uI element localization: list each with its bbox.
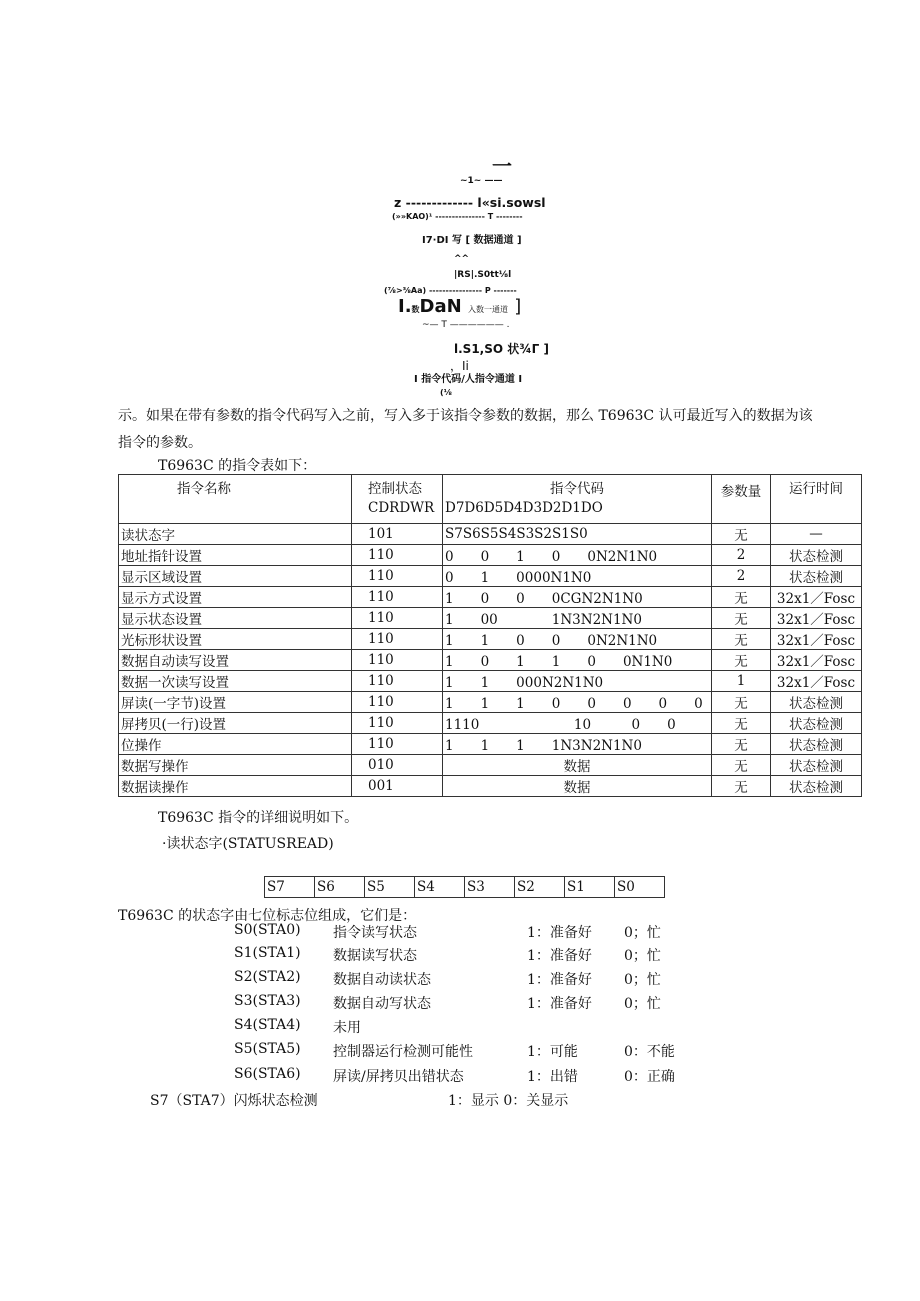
header-code-label: 指令代码 <box>550 481 604 497</box>
flag-value-1: 1：准备好 <box>527 996 592 1012</box>
table-row <box>119 671 862 692</box>
cell-time: 状态检测 <box>771 692 862 713</box>
diagram-line: (⅛ <box>440 388 452 397</box>
cell-ctrl: 110 <box>352 608 443 629</box>
s7-flag-label: S7（STA7）闪烁状态检测 <box>150 1093 318 1109</box>
cell-name: 数据自动读写设置 <box>119 650 352 671</box>
diagram-line: I 指令代码/人指令通道 I <box>414 374 523 385</box>
flag-description: 屏读/屏拷贝出错状态 <box>333 1069 464 1085</box>
flag-value-0: 0；忙 <box>624 948 661 964</box>
cell-name: 屏读(一字节)设置 <box>119 692 352 713</box>
cell-name: 数据一次读写设置 <box>119 671 352 692</box>
cell-time: 状态检测 <box>771 734 862 755</box>
cell-code: 0 1 0000N1N0 <box>443 566 712 587</box>
status-bit-cell: S2 <box>515 877 565 898</box>
cell-ctrl: 110 <box>352 566 443 587</box>
cell-code: 数据 <box>443 755 712 776</box>
header-params: 参数量 <box>712 475 771 524</box>
table-row <box>119 650 862 671</box>
cell-name: 数据读操作 <box>119 776 352 797</box>
status-bit-cell: S5 <box>365 877 415 898</box>
flag-register: S3(STA3) <box>234 993 301 1009</box>
cell-code: 数据 <box>443 776 712 797</box>
flag-description: 指令读写状态 <box>333 925 417 941</box>
flag-value-0: 0：不能 <box>624 1044 675 1060</box>
header-ctrl-bits: CDRDWR <box>368 500 435 516</box>
diagram-line: ~1~ —— <box>460 176 503 186</box>
cell-params: 无 <box>712 755 771 776</box>
cell-params: 无 <box>712 776 771 797</box>
cell-ctrl: 110 <box>352 671 443 692</box>
diagram-line: ，Ii <box>450 359 469 373</box>
diagram-line: z ------------- l«si.sowsl <box>394 195 546 210</box>
cell-params: 无 <box>712 650 771 671</box>
cell-ctrl: 010 <box>352 755 443 776</box>
diagram-line: ^^ <box>454 254 470 264</box>
cell-ctrl: 110 <box>352 692 443 713</box>
flag-register: S4(STA4) <box>234 1017 301 1033</box>
status-bit-cell: S7 <box>265 877 315 898</box>
cell-code: 1 00 1N3N2N1N0 <box>443 608 712 629</box>
table-header-row <box>119 475 862 524</box>
cell-params: 2 <box>712 545 771 566</box>
cell-ctrl: 110 <box>352 650 443 671</box>
flag-description: 数据自动写状态 <box>333 996 431 1012</box>
cell-name: 位操作 <box>119 734 352 755</box>
intro-line-1: 示。如果在带有参数的指令代码写入之前，写入多于该指令参数的数据，那么 T6963C 认可最近写入的数据为该 <box>118 408 813 424</box>
table-row <box>119 566 862 587</box>
instruction-table <box>118 474 862 797</box>
flag-value-0: 0；忙 <box>624 972 661 988</box>
cell-params: 2 <box>712 566 771 587</box>
status-bit-cell: S6 <box>315 877 365 898</box>
flag-value-1: 1：准备好 <box>527 972 592 988</box>
diagram-line: (»»KAO)¹ --------------- T -------- <box>392 212 523 221</box>
cell-code: 1 1 1 0 0 0 0 0 <box>443 692 712 713</box>
cell-name: 数据写操作 <box>119 755 352 776</box>
table-row <box>119 608 862 629</box>
cell-time: 32x1／Fosc <box>771 650 862 671</box>
cell-params: 无 <box>712 524 771 545</box>
cell-name: 读状态字 <box>119 524 352 545</box>
header-time: 运行时间 <box>771 475 862 524</box>
table-row <box>119 734 862 755</box>
intro-line-2: 指令的参数。 <box>118 435 202 451</box>
cell-ctrl: 110 <box>352 587 443 608</box>
flag-register: S5(STA5) <box>234 1041 301 1057</box>
cell-name: 显示区域设置 <box>119 566 352 587</box>
cell-time: 状态检测 <box>771 566 862 587</box>
cell-name: 显示状态设置 <box>119 608 352 629</box>
flag-value-0: 0；忙 <box>624 996 661 1012</box>
flag-register: S1(STA1) <box>234 945 301 961</box>
diagram-fragment: DaN <box>419 296 462 317</box>
cell-params: 1 <box>712 671 771 692</box>
status-bit-cell: S0 <box>615 877 665 898</box>
table-row <box>119 755 862 776</box>
cell-code: 0 0 1 0 0N2N1N0 <box>443 545 712 566</box>
diagram-fragment: 数 <box>411 305 420 314</box>
status-intro: T6963C 的状态字由七位标志位组成，它们是： <box>118 908 417 924</box>
table-row <box>119 713 862 734</box>
cell-params: 无 <box>712 692 771 713</box>
cell-params: 无 <box>712 734 771 755</box>
diagram-fragment: ] <box>514 296 522 317</box>
cell-params: 无 <box>712 713 771 734</box>
flag-description: 数据自动读状态 <box>333 972 431 988</box>
diagram-line: (⅞>⅜Aa) ---------------- P ------- <box>384 286 517 295</box>
diagram-line <box>398 296 521 317</box>
detail-intro: T6963C 指令的详细说明如下。 <box>158 810 359 826</box>
table-row <box>119 629 862 650</box>
flag-register: S0(STA0) <box>234 922 301 938</box>
cell-name: 地址指针设置 <box>119 545 352 566</box>
status-word-row <box>265 877 665 898</box>
cell-code: 1110 10 0 0 <box>443 713 712 734</box>
table-row <box>119 587 862 608</box>
status-bit-cell: S3 <box>465 877 515 898</box>
table-row <box>119 692 862 713</box>
cell-params: 无 <box>712 608 771 629</box>
header-ctrl <box>352 475 443 524</box>
table-row <box>119 545 862 566</box>
cell-ctrl: 110 <box>352 629 443 650</box>
cell-time: 32x1／Fosc <box>771 671 862 692</box>
table-row <box>119 524 862 545</box>
diagram-line: I7·DI 写 [ 数据通道 ] <box>422 235 522 246</box>
cell-code: 1 1 000N2N1N0 <box>443 671 712 692</box>
flag-value-1: 1：准备好 <box>527 925 592 941</box>
diagram-line: ~— T —————— . <box>422 320 510 330</box>
cell-time: 状态检测 <box>771 755 862 776</box>
cell-name: 屏拷贝(一行)设置 <box>119 713 352 734</box>
diagram-line: 一 <box>492 154 512 178</box>
table-row <box>119 776 862 797</box>
header-name: 指令名称 <box>119 475 352 524</box>
header-code <box>443 475 712 524</box>
cell-code: S7S6S5S4S3S2S1S0 <box>443 524 712 545</box>
cell-time: 状态检测 <box>771 776 862 797</box>
cell-time: 32x1／Fosc <box>771 587 862 608</box>
cell-code: 1 0 1 1 0 0N1N0 <box>443 650 712 671</box>
cell-ctrl: 101 <box>352 524 443 545</box>
cell-ctrl: 110 <box>352 545 443 566</box>
status-bit-cell: S1 <box>565 877 615 898</box>
cell-code: 1 1 1 1N3N2N1N0 <box>443 734 712 755</box>
cell-ctrl: 110 <box>352 713 443 734</box>
cell-params: 无 <box>712 587 771 608</box>
diagram-line: l.S1,SO 状¾Γ ] <box>454 342 549 356</box>
flag-value-1: 1：准备好 <box>527 948 592 964</box>
flag-value-0: 0：正确 <box>624 1069 675 1085</box>
flag-register: S2(STA2) <box>234 969 301 985</box>
flag-description: 控制器运行检测可能性 <box>333 1044 473 1060</box>
diagram-fragment: I. <box>398 296 412 317</box>
status-word-table <box>264 876 665 898</box>
cell-code: 1 0 0 0CGN2N1N0 <box>443 587 712 608</box>
cell-ctrl: 110 <box>352 734 443 755</box>
cell-time: 32x1／Fosc <box>771 608 862 629</box>
cell-time: 状态检测 <box>771 545 862 566</box>
cell-name: 光标形状设置 <box>119 629 352 650</box>
flag-description: 数据读写状态 <box>333 948 417 964</box>
cell-ctrl: 001 <box>352 776 443 797</box>
flag-value-0: 0；忙 <box>624 925 661 941</box>
table-caption: T6963C 的指令表如下： <box>158 458 317 474</box>
bullet-status-read: ·读状态字(STATUSREAD) <box>162 836 334 852</box>
cell-params: 无 <box>712 629 771 650</box>
cell-code: 1 1 0 0 0N2N1N0 <box>443 629 712 650</box>
flag-value-1: 1：可能 <box>527 1044 578 1060</box>
cell-name: 显示方式设置 <box>119 587 352 608</box>
flag-description: 未用 <box>333 1020 361 1036</box>
cell-time: 32x1／Fosc <box>771 629 862 650</box>
header-ctrl-label: 控制状态 <box>368 481 422 497</box>
diagram-fragment: 入数一通道 <box>467 305 508 314</box>
diagram-line: |RS|.S0tt⅛l <box>454 270 512 280</box>
cell-time: — <box>771 524 862 545</box>
flag-value-1: 1：出错 <box>527 1069 578 1085</box>
header-code-bits: D7D6D5D4D3D2D1DO <box>445 500 603 516</box>
status-bit-cell: S4 <box>415 877 465 898</box>
s7-flag-values: 1：显示 0：关显示 <box>448 1093 569 1109</box>
cell-time: 状态检测 <box>771 713 862 734</box>
flag-register: S6(STA6) <box>234 1066 301 1082</box>
